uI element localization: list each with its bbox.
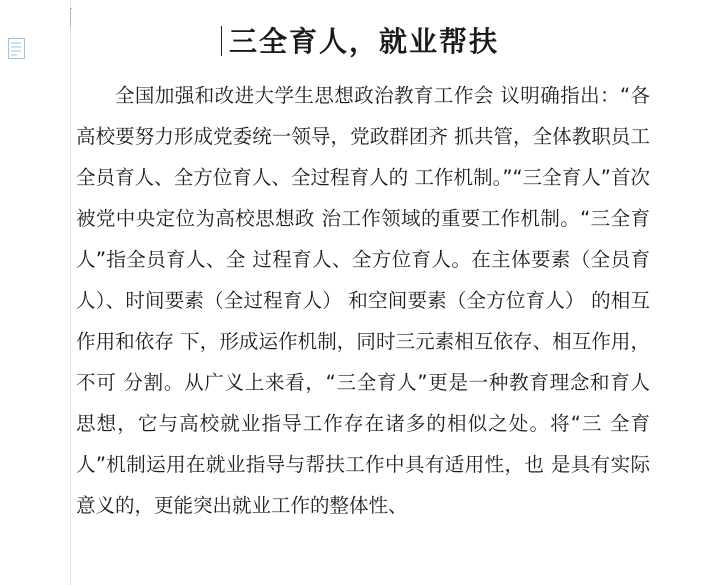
page-left-edge [70,0,71,585]
document-paragraph-1: 全国加强和改进大学生思想政治教育工作会 议明确指出：“各高校要努力形成党委统一领导，党政群团齐 抓共管，全体教职员工全员育人、全方位育人、全过程育人的 工作机制。”“三全育人”首次被党中央定位为高校思想政 治工作领域的重要工作机制。“三全育人”指全员育人、全 过程育人、全方位育人。在主体要素（全员育人）、时间要素（全过程育人） 和空间要素（全方位育人） 的相互作用和依存 下，形成运作机制，同时三元素相互依存、相互作用，不可 分割。从广义上来看，“三全育人”更是一种教育理念和育人 思想，它与高校就业指导工作存在诸多的相似之处。将“三 全育人”机制运用在就业指导与帮扶工作中具有适用性，也 是具有实际意义的，更能突出就业工作的整体性、 [76,84,650,518]
document-icon[interactable] [8,38,25,59]
text-cursor [221,26,223,56]
document-content[interactable] [72,0,656,585]
page-title-text: 三全育人，就业帮扶 [228,25,499,58]
left-gutter [0,0,38,585]
page-title [72,0,656,61]
